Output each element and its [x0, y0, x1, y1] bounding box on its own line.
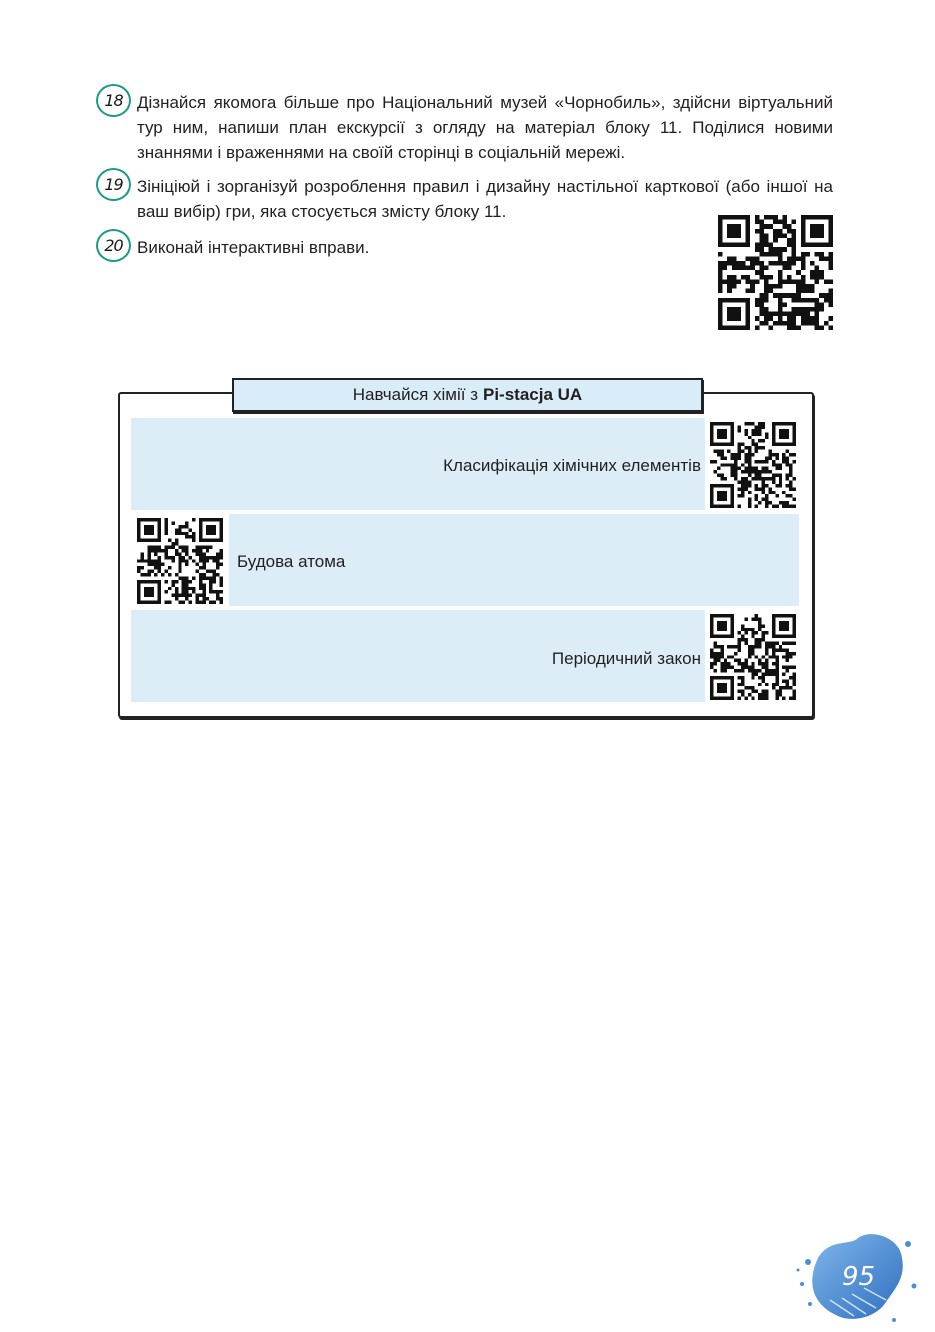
resource-row-label[interactable]: Періодичний закон: [551, 649, 701, 668]
box-title-prefix: Навчайся хімії з: [352, 385, 478, 404]
resource-row[interactable]: [131, 610, 799, 702]
qr-code-icon[interactable]: [710, 614, 796, 700]
resource-row[interactable]: [131, 514, 799, 606]
task-text: Зініціюй і зорганізуй розроблення правил і дизайну настільної карткової (або іншої на ваш вибір) гри, яка стосується змісту блоку 11.: [137, 177, 833, 221]
task-text: Виконай інтерактивні вправи.: [137, 238, 370, 257]
box-title-brand: Pi-stacja UA: [483, 385, 583, 404]
resource-row-label[interactable]: Класифікація хімічних елементів: [443, 456, 701, 475]
qr-cell: [705, 418, 799, 510]
qr-code-icon[interactable]: [718, 215, 833, 330]
qr-code-icon[interactable]: [710, 422, 796, 508]
resource-row[interactable]: [131, 418, 799, 510]
qr-cell: [131, 514, 229, 606]
task-18: [96, 90, 833, 165]
task-number-badge: 20: [96, 229, 131, 262]
task-number-badge: 19: [96, 168, 131, 201]
page-number: 95: [842, 1262, 876, 1292]
task-text: Дізнайся якомога більше про Національний музей «Чорнобиль», здійсни віртуальний тур ним, напиши план екскурсії з огляду на матеріал блоку 11. Поділися новими знаннями і враженнями на своїй сторінці в соціальній мережі.: [137, 93, 833, 162]
qr-cell: [705, 610, 799, 702]
resource-box-title: [232, 378, 703, 412]
qr-code-icon[interactable]: [137, 518, 223, 604]
resource-row-label[interactable]: Будова атома: [237, 552, 346, 571]
task-number-badge: 18: [96, 84, 131, 117]
task-20: [96, 235, 656, 260]
